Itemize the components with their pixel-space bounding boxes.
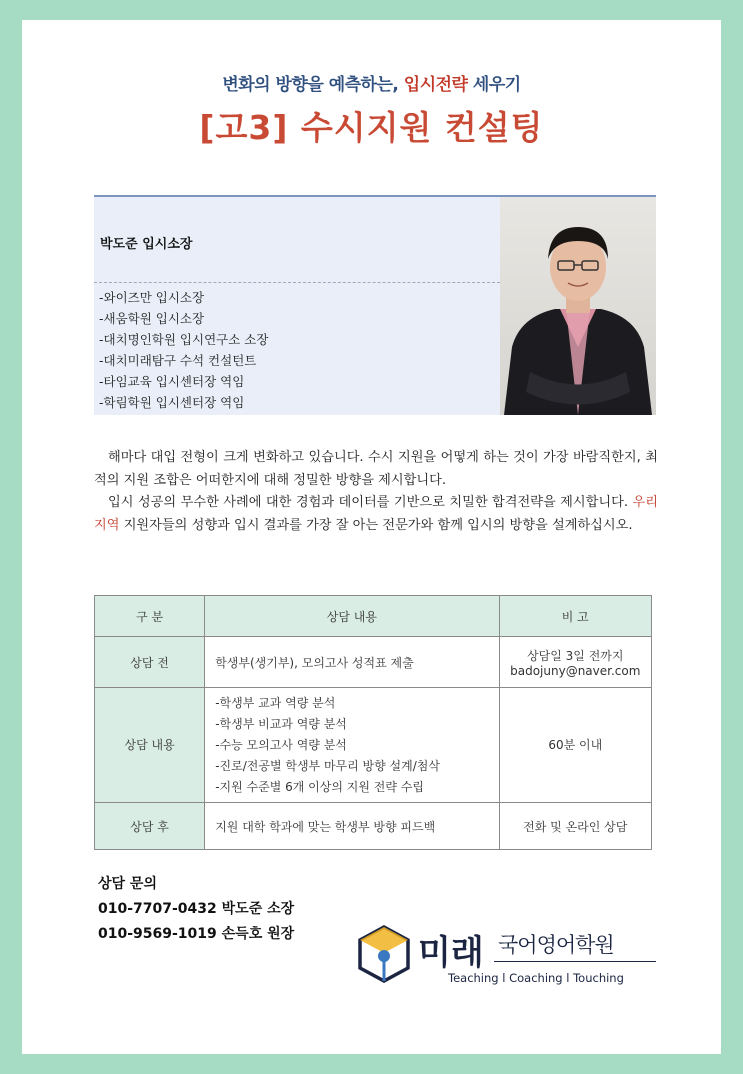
logo-tagline: Teaching l Coaching l Touching xyxy=(448,971,624,985)
subtitle: 변화의 방향을 예측하는, 입시전략 세우기 xyxy=(222,75,521,95)
highlight-region: 우리 지역 xyxy=(94,495,658,533)
person-photo-icon xyxy=(500,197,656,415)
logo-sub-text: 국어영어학원 xyxy=(498,933,614,957)
row-label: 상담 전 xyxy=(95,637,205,688)
career-list xyxy=(99,287,268,413)
row-note: 전화 및 온라인 상담 xyxy=(499,803,651,850)
list-item: -학생부 교과 역량 분석 xyxy=(215,695,336,710)
career-item: -대치미래탐구 수석 컨설턴트 xyxy=(99,353,257,368)
career-item: -타임교육 입시센터장 역임 xyxy=(99,374,245,389)
list-item: -수능 모의고사 역량 분석 xyxy=(215,737,347,752)
list-item: -지원 수준별 6개 이상의 지원 전략 수립 xyxy=(215,779,424,794)
consulting-table xyxy=(94,595,652,850)
career-item: -학림학원 입시센터장 역임 xyxy=(99,395,245,410)
contact-line: 010-9569-1019 손득호 원장 xyxy=(98,926,295,942)
row-content: 학생부(생기부), 모의고사 성적표 제출 xyxy=(205,637,499,688)
contact-title: 상담 문의 xyxy=(98,876,157,892)
academy-logo xyxy=(354,923,664,993)
divider xyxy=(494,961,656,962)
intro-text xyxy=(94,447,658,537)
table-header: 구 분 xyxy=(95,596,205,637)
list-item: -진로/전공별 학생부 마무리 방향 설계/첨삭 xyxy=(215,758,440,773)
email: badojuny@naver.com xyxy=(510,663,641,678)
row-content: 지원 대학 학과에 맞는 학생부 방향 피드백 xyxy=(205,803,499,850)
intro-paragraph-2: 입시 성공의 무수한 사례에 대한 경험과 데이터를 기반으로 치밀한 합격전략을 제시합니다. 우리 지역 지원자들의 성향과 입시 결과를 가장 잘 아는 전문가와 함께 입시의 방향을 설계하십시오. xyxy=(94,495,658,533)
table-row xyxy=(95,688,652,803)
profile-info xyxy=(94,197,500,415)
table-row xyxy=(95,803,652,850)
career-item: -새움학원 입시소장 xyxy=(99,311,205,326)
row-note: 상담일 3일 전까지 badojuny@naver.com xyxy=(499,637,651,688)
cube-logo-icon xyxy=(354,923,414,985)
row-content xyxy=(205,688,499,803)
row-label: 상담 내용 xyxy=(95,688,205,803)
list-item: -학생부 비교과 역량 분석 xyxy=(215,716,347,731)
row-label: 상담 후 xyxy=(95,803,205,850)
career-item: -와이즈만 입시소장 xyxy=(99,290,205,305)
poster xyxy=(22,20,721,1054)
contact-info xyxy=(98,872,294,947)
table-header: 비 고 xyxy=(499,596,651,637)
profile-name: 박도준 입시소장 xyxy=(100,237,193,252)
row-note: 60분 이내 xyxy=(499,688,651,803)
page-title: [고3] 수시지원 컨설팅 xyxy=(199,108,544,147)
contact-line: 010-7707-0432 박도준 소장 xyxy=(98,901,295,917)
profile-photo xyxy=(500,197,656,415)
table-header: 상담 내용 xyxy=(205,596,499,637)
logo-main-text: 미래 xyxy=(418,933,484,973)
divider xyxy=(94,282,500,283)
intro-paragraph-1: 해마다 대입 전형이 크게 변화하고 있습니다. 수시 지원을 어떻게 하는 것이 가장 바람직한지, 최적의 지원 조합은 어떠한지에 대해 정밀한 방향을 제시합니다. xyxy=(94,450,658,488)
profile-card xyxy=(94,195,656,415)
career-item: -대치명인학원 입시연구소 소장 xyxy=(99,332,269,347)
table-header-row xyxy=(95,596,652,637)
table-row xyxy=(95,637,652,688)
